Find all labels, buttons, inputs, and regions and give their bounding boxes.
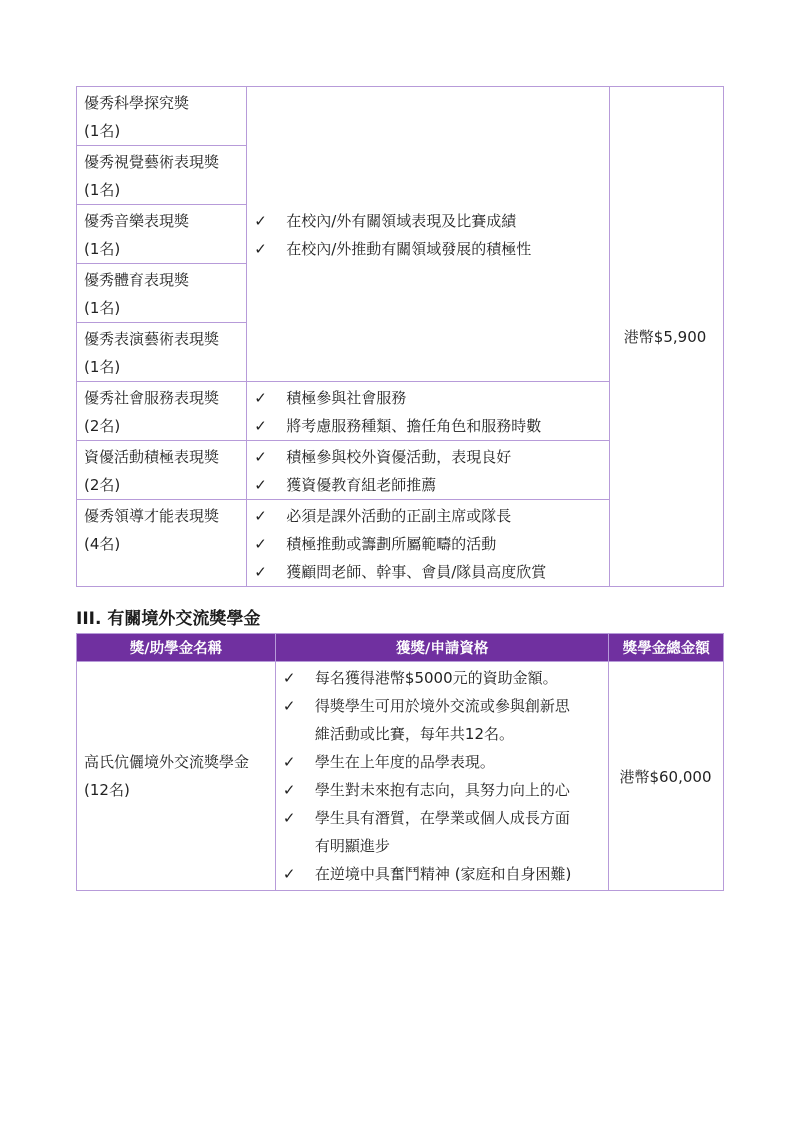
award-name: 優秀視覺藝術表現獎 <box>84 153 220 171</box>
criteria-cell <box>247 87 610 382</box>
award-name-cell <box>77 146 247 205</box>
check-icon: ✓ <box>254 448 267 466</box>
check-icon: ✓ <box>282 753 296 771</box>
scholarship-name: 高氏伉儷境外交流獎學金 <box>84 753 250 771</box>
criteria-cell <box>247 441 610 500</box>
scholarship-count: (12名) <box>84 781 130 799</box>
check-icon: ✓ <box>254 389 267 407</box>
header-name: 獎/助學金名稱 <box>77 634 276 662</box>
award-count: (1名) <box>84 358 121 376</box>
awards-table <box>76 86 724 587</box>
award-name: 資優活動積極表現獎 <box>84 448 220 466</box>
criteria-item: ✓ 積極推動或籌劃所屬範疇的活動 <box>254 530 609 558</box>
award-count: (1名) <box>84 299 121 317</box>
check-icon: ✓ <box>254 212 267 230</box>
award-name: 優秀領導才能表現獎 <box>84 507 220 525</box>
exchange-scholarship-table <box>76 633 724 891</box>
award-count: (2名) <box>84 417 121 435</box>
award-count: (2名) <box>84 476 121 494</box>
award-name-cell <box>77 441 247 500</box>
award-count: (1名) <box>84 181 121 199</box>
check-icon: ✓ <box>254 563 267 581</box>
criteria-item: ✓ 在逆境中具奮鬥精神 (家庭和自身困難) <box>283 860 609 888</box>
header-criteria: 獲獎/申請資格 <box>275 634 609 662</box>
check-icon: ✓ <box>282 865 296 883</box>
award-name-cell <box>77 323 247 382</box>
award-name-cell <box>77 264 247 323</box>
award-name-cell <box>77 87 247 146</box>
criteria-item: ✓ 積極參與社會服務 <box>254 384 609 412</box>
award-count: (1名) <box>84 240 121 258</box>
criteria-item: ✓ 將考慮服務種類、擔任角色和服務時數 <box>254 412 609 440</box>
criteria-cell <box>275 662 609 891</box>
criteria-item: ✓ 獲資優教育組老師推薦 <box>254 471 609 499</box>
award-count: (1名) <box>84 122 121 140</box>
criteria-item: ✓ 學生具有潛質，在學業或個人成長方面 有明顯進步 <box>283 804 609 860</box>
check-icon: ✓ <box>282 781 296 799</box>
criteria-item: ✓ 在校內/外推動有關領域發展的積極性 <box>254 235 609 263</box>
check-icon: ✓ <box>254 240 267 258</box>
award-name-cell <box>77 205 247 264</box>
award-name-cell <box>77 382 247 441</box>
criteria-item: ✓ 每名獲得港幣$5000元的資助金額。 <box>283 664 609 692</box>
award-name: 優秀表演藝術表現獎 <box>84 330 220 348</box>
check-icon: ✓ <box>282 697 296 715</box>
header-amount: 獎學金總金額 <box>609 634 724 662</box>
check-icon: ✓ <box>254 535 267 553</box>
section-heading: III. 有關境外交流獎學金 <box>76 609 261 629</box>
award-count: (4名) <box>84 535 121 553</box>
amount-cell <box>609 662 724 891</box>
award-name: 優秀科學探究獎 <box>84 94 190 112</box>
check-icon: ✓ <box>254 417 267 435</box>
criteria-cell <box>247 382 610 441</box>
check-icon: ✓ <box>254 476 267 494</box>
scholarship-name-cell <box>77 662 276 891</box>
criteria-item: ✓ 積極參與校外資優活動，表現良好 <box>254 443 609 471</box>
total-amount: 港幣$60,000 <box>619 767 712 786</box>
criteria-item: ✓ 得獎學生可用於境外交流或參與創新思 維活動或比賽，每年共12名。 <box>283 692 609 748</box>
amount-cell <box>609 87 723 587</box>
check-icon: ✓ <box>282 809 296 827</box>
check-icon: ✓ <box>254 507 267 525</box>
criteria-item: ✓ 學生對未來抱有志向，具努力向上的心 <box>283 776 609 804</box>
total-amount: 港幣$5,900 <box>623 328 707 346</box>
criteria-item: ✓ 學生在上年度的品學表現。 <box>283 748 609 776</box>
award-name: 優秀體育表現獎 <box>84 271 190 289</box>
award-name: 優秀音樂表現獎 <box>84 212 190 230</box>
criteria-item: ✓ 獲顧問老師、幹事、會員/隊員高度欣賞 <box>254 558 609 586</box>
criteria-item: ✓ 在校內/外有關領域表現及比賽成績 <box>254 207 609 235</box>
criteria-item: ✓ 必須是課外活動的正副主席或隊長 <box>254 502 609 530</box>
check-icon: ✓ <box>282 669 296 687</box>
criteria-cell <box>247 500 610 587</box>
award-name: 優秀社會服務表現獎 <box>84 389 220 407</box>
award-name-cell <box>77 500 247 587</box>
